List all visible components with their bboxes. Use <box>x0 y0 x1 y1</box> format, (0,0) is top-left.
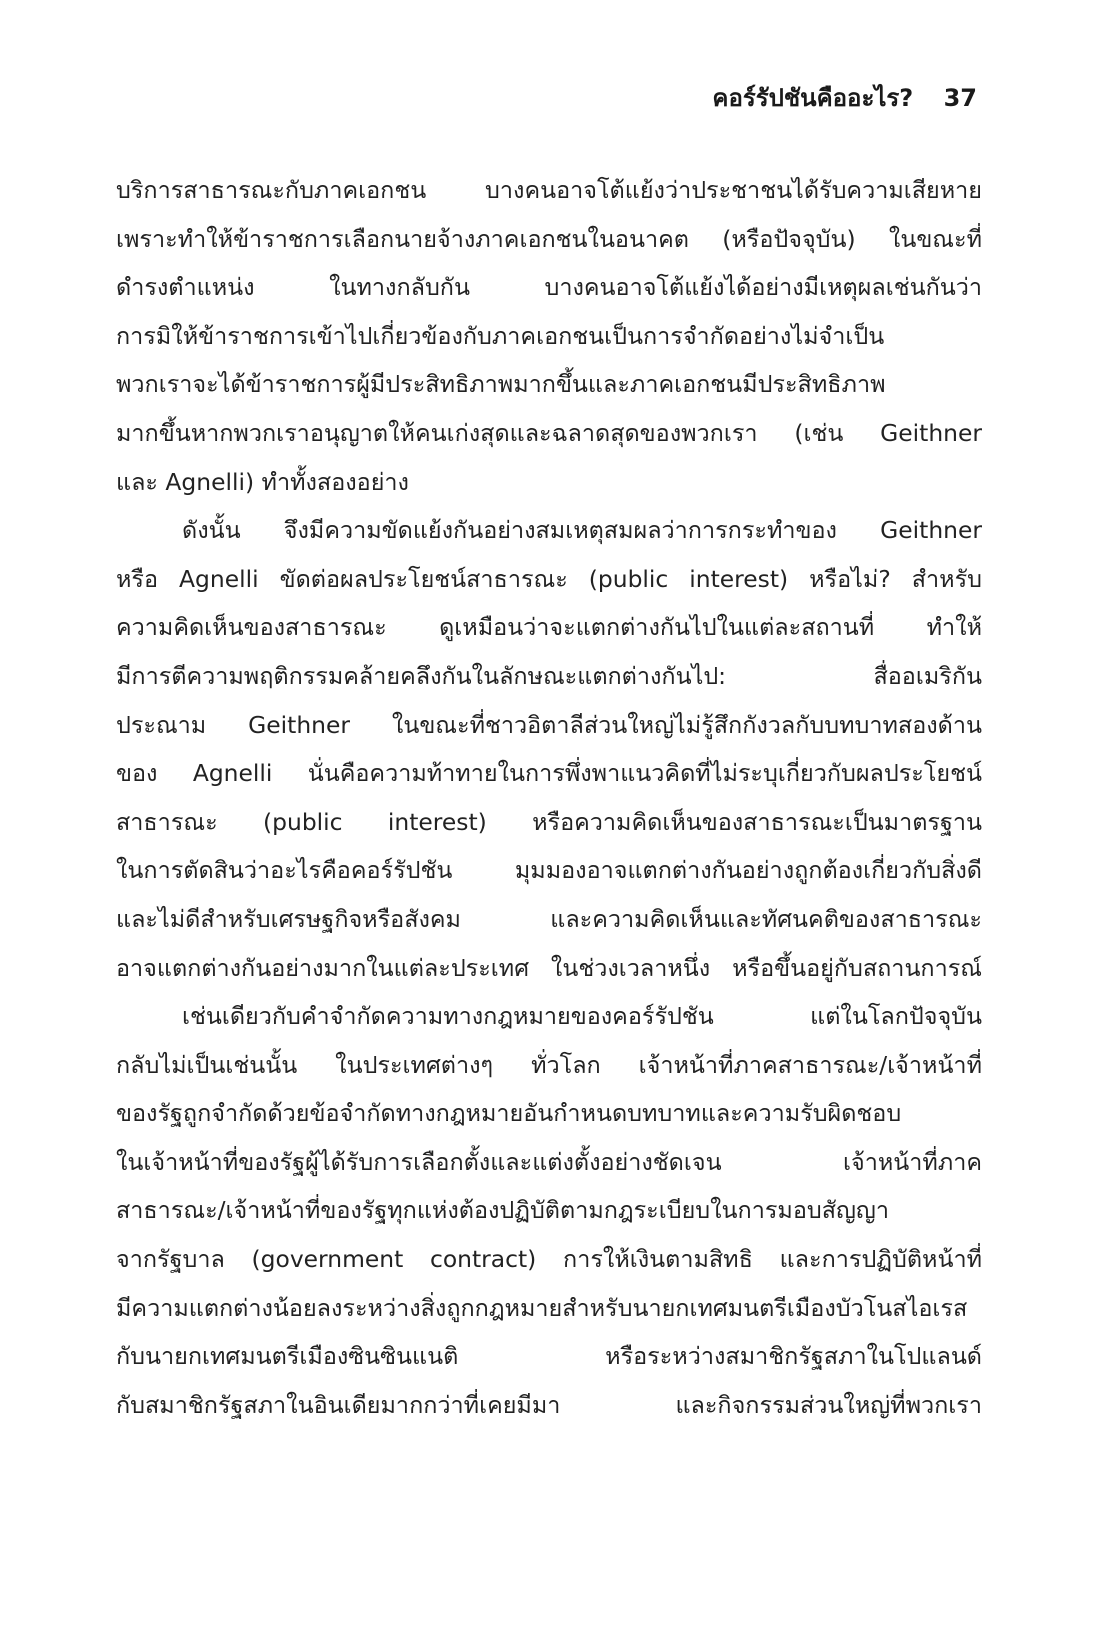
page-number: 37 <box>943 84 977 112</box>
text-line: อาจแตกต่างกันอย่างมากในแต่ละประเทศ ในช่วงเวลาหนึ่ง หรือขึ้นอยู่กับสถานการณ์ <box>116 953 982 982</box>
paragraph-first-line: ดังนั้น จึงมีความขัดแย้งกันอย่างสมเหตุสมผลว่าการกระทำของ Geithner <box>182 516 982 545</box>
chapter-title: คอร์รัปชันคืออะไร? <box>712 84 914 112</box>
text-line: ประณาม Geithner ในขณะที่ชาวอิตาลีส่วนใหญ่ไม่รู้สึกกังวลกับบทบาทสองด้าน <box>116 710 982 739</box>
text-line: บริการสาธารณะกับภาคเอกชน บางคนอาจโต้แย้งว่าประชาชนได้รับความเสียหาย <box>116 176 982 204</box>
text-line: กับนายกเทศมนตรีเมืองซินซินแนติ หรือระหว่างสมาชิกรัฐสภาในโปแลนด์ <box>116 1342 982 1371</box>
text-line: มีความแตกต่างน้อยลงระหว่างสิ่งถูกกฎหมายสำหรับนายกเทศมนตรีเมืองบัวโนสไอเรส <box>116 1293 968 1322</box>
text-line: ในเจ้าหน้าที่ของรัฐผู้ได้รับการเลือกตั้งและแต่งตั้งอย่างชัดเจน เจ้าหน้าที่ภาค <box>116 1147 982 1176</box>
text-line: พวกเราจะได้ข้าราชการผู้มีประสิทธิภาพมากขึ้นและภาคเอกชนมีประสิทธิภาพ <box>116 370 886 399</box>
text-line: กลับไม่เป็นเช่นนั้น ในประเทศต่างๆ ทั่วโลก เจ้าหน้าที่ภาคสาธารณะ/เจ้าหน้าที่ <box>116 1050 982 1079</box>
text-line: และ Agnelli) ทำทั้งสองอย่าง <box>116 467 409 496</box>
running-header <box>712 78 977 117</box>
text-line: หรือ Agnelli ขัดต่อผลประโยชน์สาธารณะ (public interest) หรือไม่? สำหรับ <box>116 564 982 593</box>
text-line: และไม่ดีสำหรับเศรษฐกิจหรือสังคม และความคิดเห็นและทัศนคติของสาธารณะ <box>116 904 982 933</box>
text-line: ในการตัดสินว่าอะไรคือคอร์รัปชัน มุมมองอาจแตกต่างกันอย่างถูกต้องเกี่ยวกับสิ่งดี <box>116 856 982 885</box>
paragraph-first-line: เช่นเดียวกับคำจำกัดความทางกฎหมายของคอร์รัปชัน แต่ในโลกปัจจุบัน <box>182 1002 982 1031</box>
text-line: ของ Agnelli นั่นคือความท้าทายในการพึ่งพาแนวคิดที่ไม่ระบุเกี่ยวกับผลประโยชน์ <box>116 759 982 788</box>
body-text <box>116 166 982 1429</box>
text-line: เพราะทำให้ข้าราชการเลือกนายจ้างภาคเอกชนในอนาคต (หรือปัจจุบัน) ในขณะที่ <box>116 224 982 253</box>
text-line: สาธารณะ/เจ้าหน้าที่ของรัฐทุกแห่งต้องปฏิบัติตามกฎระเบียบในการมอบสัญญา <box>116 1196 889 1225</box>
text-line: ความคิดเห็นของสาธารณะ ดูเหมือนว่าจะแตกต่างกันไปในแต่ละสถานที่ ทำให้ <box>116 613 982 642</box>
text-line: มากขึ้นหากพวกเราอนุญาตให้คนเก่งสุดและฉลาดสุดของพวกเรา (เช่น Geithner <box>116 418 982 447</box>
text-line: มีการตีความพฤติกรรมคล้ายคลึงกันในลักษณะแตกต่างกันไป: สื่ออเมริกัน <box>116 661 982 690</box>
text-line: กับสมาชิกรัฐสภาในอินเดียมากกว่าที่เคยมีมา และกิจกรรมส่วนใหญ่ที่พวกเรา <box>116 1390 982 1419</box>
text-line: ของรัฐถูกจำกัดด้วยข้อจำกัดทางกฎหมายอันกำหนดบทบาทและความรับผิดชอบ <box>116 1099 902 1128</box>
text-line: การมิให้ข้าราชการเข้าไปเกี่ยวข้องกับภาคเอกชนเป็นการจำกัดอย่างไม่จำเป็น <box>116 321 885 350</box>
text-line: สาธารณะ (public interest) หรือความคิดเห็นของสาธารณะเป็นมาตรฐาน <box>116 807 982 836</box>
text-line: จากรัฐบาล (government contract) การให้เงินตามสิทธิ และการปฏิบัติหน้าที่ <box>116 1245 982 1274</box>
text-line: ดำรงตำแหน่ง ในทางกลับกัน บางคนอาจโต้แย้งได้อย่างมีเหตุผลเช่นกันว่า <box>116 273 982 302</box>
